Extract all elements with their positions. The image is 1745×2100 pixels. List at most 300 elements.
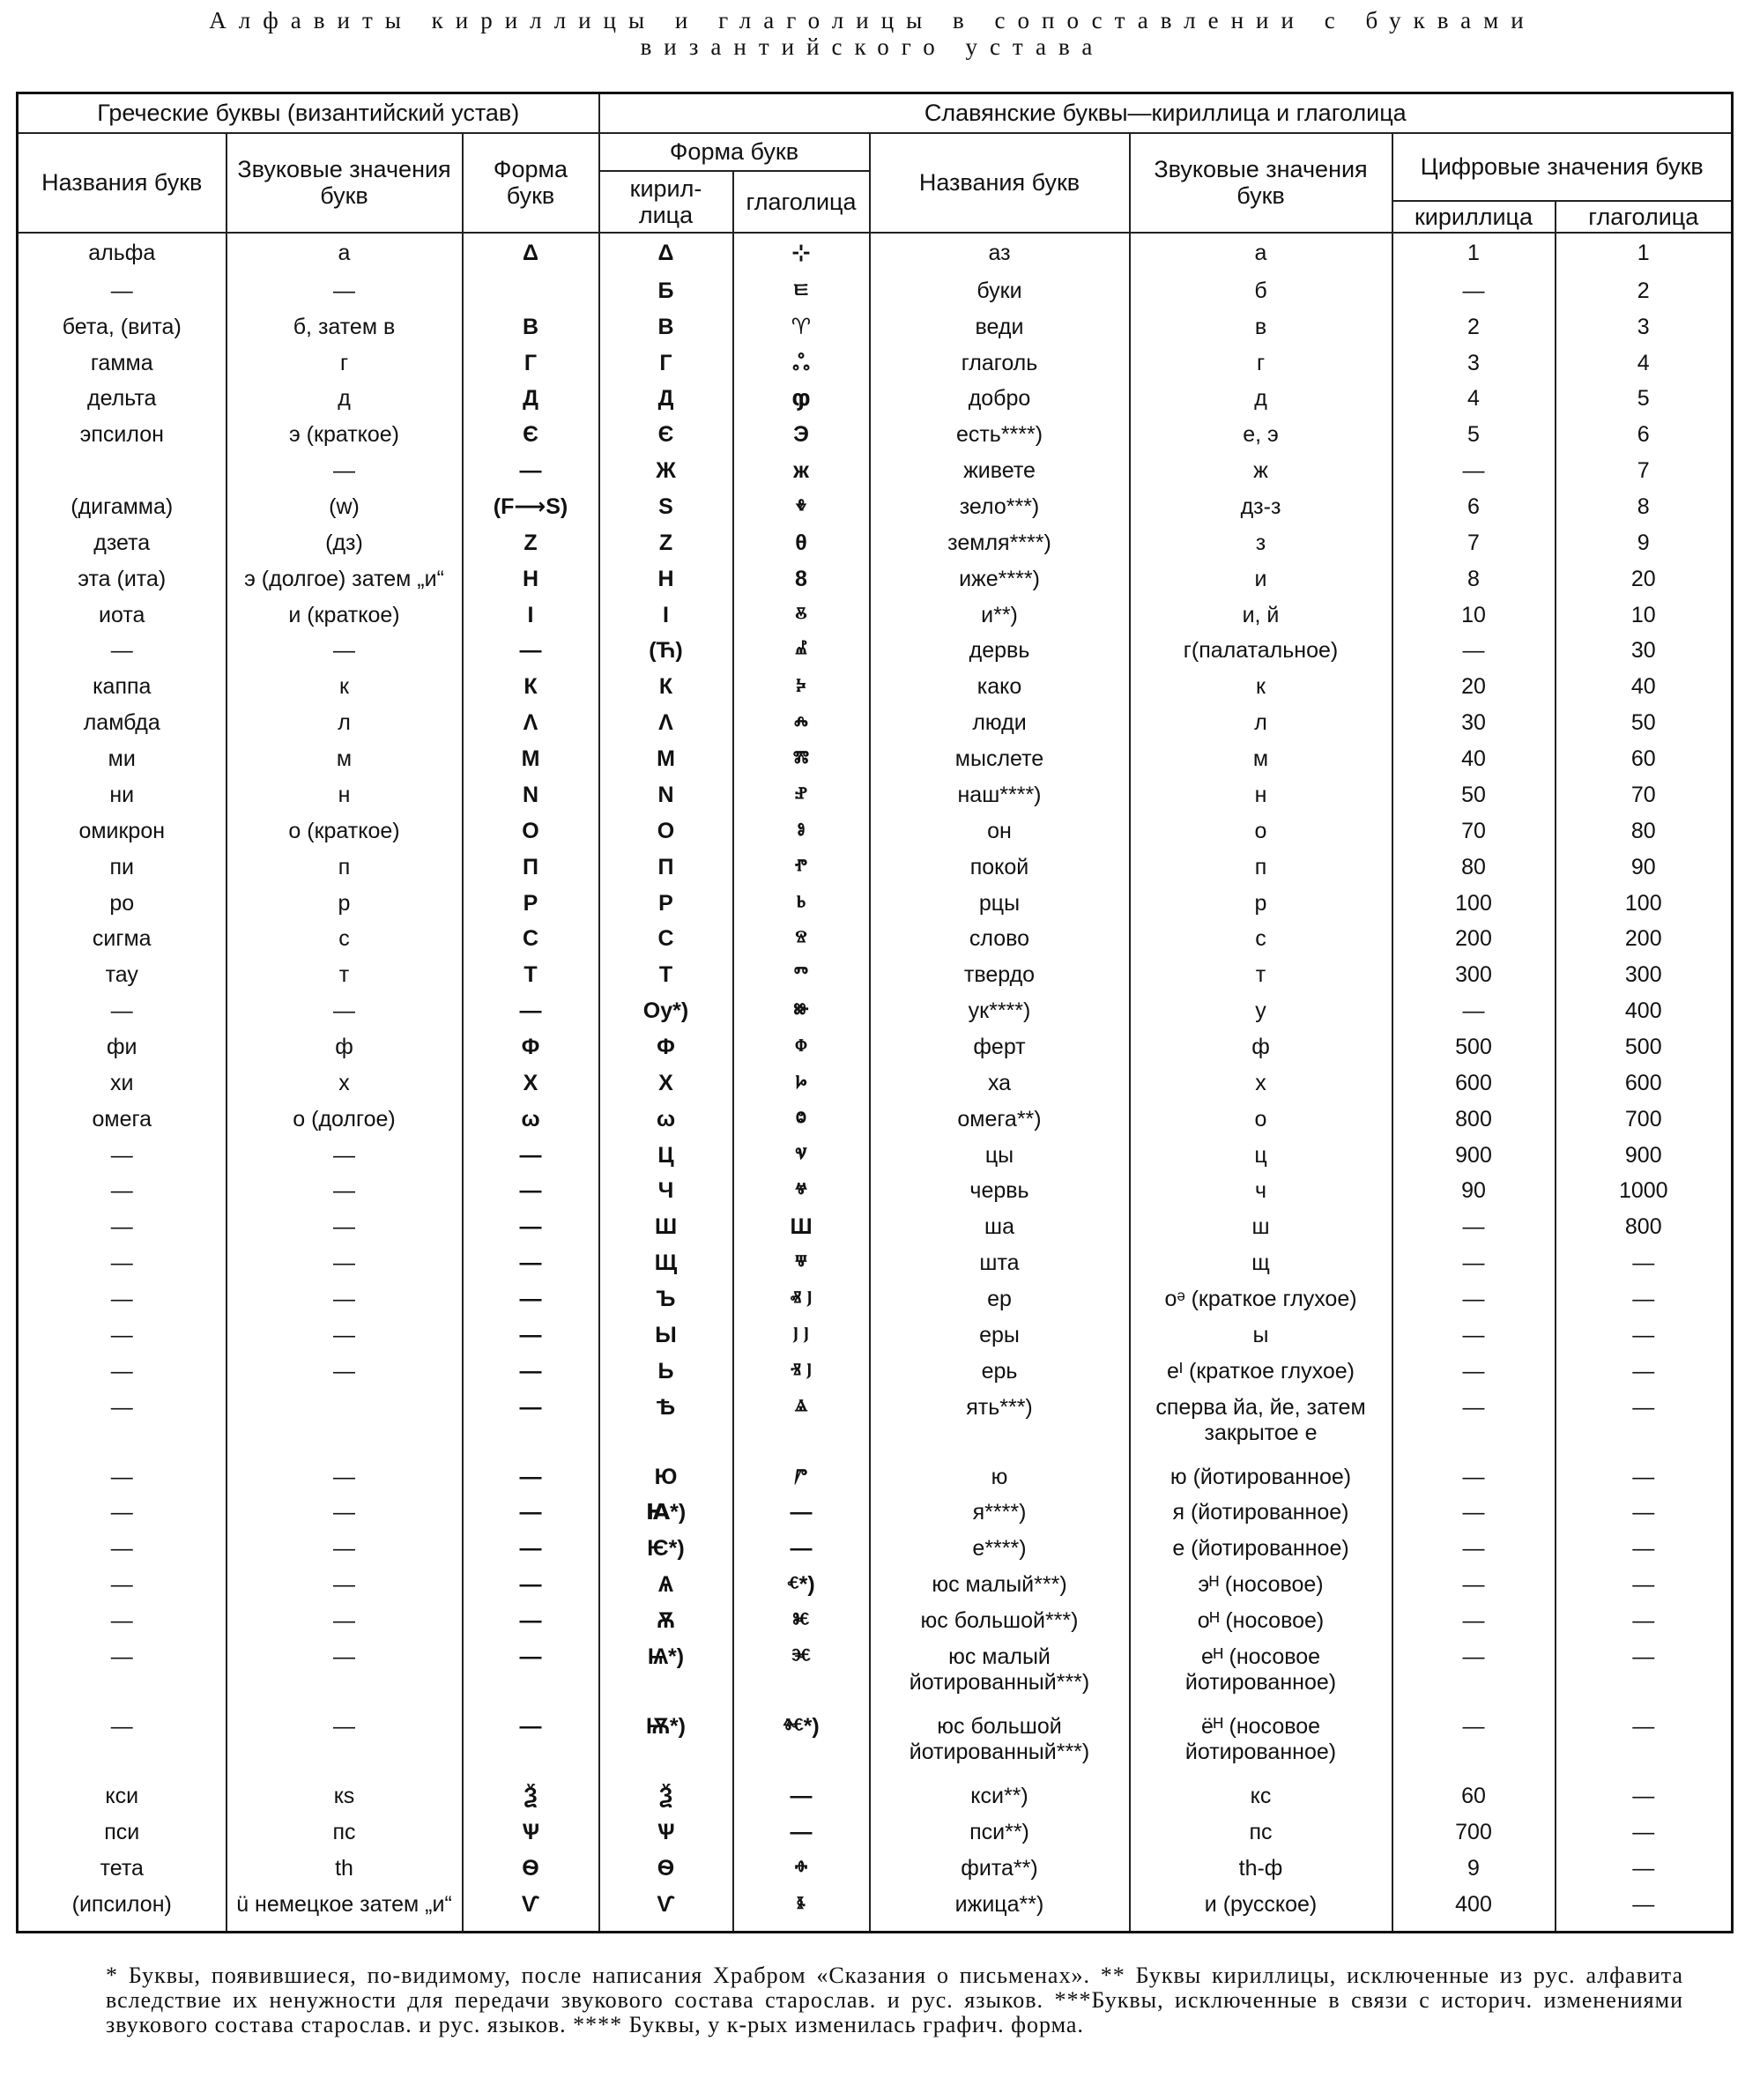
cyrillic-form-cell: Оу*) [599,998,733,1034]
slavic-name-cell: юс большой йотированный***) [870,1713,1130,1783]
glagolitic-form-cell: ⰾ [733,709,870,746]
glagolitic-form-cell: ჶ [733,385,870,421]
greek-form-cell: — [463,457,599,493]
slavic-sound-cell: и, й [1130,602,1392,638]
cyrillic-form-cell: Ѥ*) [599,1535,733,1571]
slavic-sound-cell: х [1130,1070,1392,1106]
num-cyrillic-cell: 7 [1392,530,1556,566]
num-glagolitic-cell: — [1556,1286,1733,1322]
num-cyrillic-cell: 300 [1392,961,1556,998]
greek-name-cell: (ипсилон) [18,1891,226,1933]
num-cyrillic-cell: 70 [1392,818,1556,854]
slavic-group-header: Славянские буквы—кириллица и глаголица [599,93,1733,133]
num-cyrillic-cell: 40 [1392,746,1556,782]
num-cyrillic-cell: 500 [1392,1034,1556,1070]
slavic-sound-cell: п [1130,854,1392,890]
cyrillic-form-cell: Ю [599,1464,733,1500]
table-row [18,1464,1733,1500]
num-glagolitic-cell: — [1556,1322,1733,1358]
greek-name-cell: пи [18,854,226,890]
cyrillic-form-cell: Ѳ [599,1855,733,1891]
table-row [18,1034,1733,1070]
greek-form-cell: Z [463,530,599,566]
table-row [18,1142,1733,1178]
slavic-sound-cell: о [1130,818,1392,854]
glagolitic-form-cell: ஃ [733,350,870,386]
num-glagolitic-cell: 50 [1556,709,1733,746]
num-cyrillic-cell: — [1392,1286,1556,1322]
glagolitic-form-cell: ⱈ [733,1070,870,1106]
glagolitic-form-cell: ⱀ [733,782,870,818]
greek-sound-cell: д [226,385,463,421]
slavic-name-cell: живете [870,457,1130,493]
cyrillic-form-cell: Ы [599,1322,733,1358]
num-glagolitic-cell: 20 [1556,566,1733,602]
glagolitic-form-cell: ⱆ [733,998,870,1034]
glagolitic-form-cell: ♈ [733,314,870,350]
greek-sound-cell: м [226,746,463,782]
num-glagolitic-cell: 4 [1556,350,1733,386]
greek-form-cell: — [463,1499,599,1535]
greek-form-cell: Н [463,566,599,602]
slavic-sound-cell: ю (йотированное) [1130,1464,1392,1500]
greek-name-cell: пси [18,1819,226,1855]
num-cyrillic-cell: 90 [1392,1177,1556,1213]
num-glagolitic-cell: 3 [1556,314,1733,350]
glagolitic-form-cell: ⱔ*) [733,1571,870,1607]
greek-sound-cell: (дз) [226,530,463,566]
slavic-sound-cell: сперва йа, йе, затем закрытое е [1130,1394,1392,1464]
table-row [18,890,1733,926]
slavic-sound-cell: н [1130,782,1392,818]
greek-sounds-header: Звуковые значения букв [226,133,463,233]
greek-form-cell: Ѱ [463,1819,599,1855]
glagolitic-form-cell: θ [733,530,870,566]
greek-sound-cell: ф [226,1034,463,1070]
table-row [18,385,1733,421]
num-glagolitic-cell: 6 [1556,421,1733,457]
slavic-name-cell: рцы [870,890,1130,926]
glagolitic-form-cell: ⱉ [733,1106,870,1142]
slavic-sound-cell: ц [1130,1142,1392,1178]
cyrillic-form-cell: К [599,673,733,709]
table-row [18,1322,1733,1358]
cyrillic-form-cell: Ζ [599,530,733,566]
num-glagolitic-cell: — [1556,1358,1733,1394]
num-glagolitic-cell: 5 [1556,385,1733,421]
cyrillic-form-cell: Щ [599,1250,733,1286]
greek-name-cell: — [18,1499,226,1535]
slavic-sound-cell: оᵊ (краткое глухое) [1130,1286,1392,1322]
cyrillic-form-cell: Ѣ [599,1394,733,1464]
greek-name-cell: ламбда [18,709,226,746]
greek-form-cell: — [463,1394,599,1464]
num-cyrillic-cell: 4 [1392,385,1556,421]
greek-form-cell: Р [463,890,599,926]
table-row [18,1713,1733,1783]
glagolitic-form-cell: ⱇ [733,1034,870,1070]
slavic-sound-cell: г(палатальное) [1130,637,1392,673]
greek-form-cell: ω [463,1106,599,1142]
slavic-name-cell: ерь [870,1358,1130,1394]
num-glagolitic-cell: 700 [1556,1106,1733,1142]
slavic-sound-cell: к [1130,673,1392,709]
num-cyrillic-cell: 8 [1392,566,1556,602]
num-cyrillic-cell: 80 [1392,854,1556,890]
greek-form-cell: С [463,925,599,961]
num-cyrillic-cell: — [1392,1213,1556,1250]
greek-form-cell: Λ [463,709,599,746]
greek-sound-cell: — [226,1358,463,1394]
num-cyrillic-cell: — [1392,1358,1556,1394]
cyrillic-form-cell: Ш [599,1213,733,1250]
greek-form-cell: Є [463,421,599,457]
greek-form-cell: — [463,1571,599,1607]
greek-sound-cell: с [226,925,463,961]
greek-form-cell: — [463,1286,599,1322]
num-cyrillic-cell: — [1392,457,1556,493]
greek-form-cell: Д [463,385,599,421]
cyrillic-form-cell: I [599,602,733,638]
glagolitic-form-cell: — [733,1819,870,1855]
greek-sound-cell: — [226,1713,463,1783]
cyr-form-header: кирил-лица [599,171,733,233]
greek-name-cell: сигма [18,925,226,961]
num-cyrillic-cell: 200 [1392,925,1556,961]
slavic-name-cell: глаголь [870,350,1130,386]
num-glagolitic-cell: — [1556,1713,1733,1783]
slavic-sound-cell: ы [1130,1322,1392,1358]
slavic-name-cell: зело***) [870,493,1130,530]
glagolitic-form-cell: ⊹ [733,233,870,278]
greek-name-cell: — [18,998,226,1034]
glagolitic-form-cell: — [733,1535,870,1571]
greek-form-cell: Т [463,961,599,998]
greek-name-cell: тета [18,1855,226,1891]
cyrillic-form-cell: В [599,314,733,350]
glagolitic-form-cell: ㅌ [733,278,870,314]
greek-form-cell: — [463,998,599,1034]
cyrillic-form-cell: Ч [599,1177,733,1213]
num-glagolitic-cell: — [1556,1783,1733,1819]
slavic-name-cell: цы [870,1142,1130,1178]
num-cyrillic-cell: — [1392,278,1556,314]
greek-form-cell: М [463,746,599,782]
num-glagolitic-cell: — [1556,1891,1733,1933]
num-cyrillic-cell: — [1392,1607,1556,1644]
num-glag-header: глаголица [1556,201,1733,233]
slavic-sound-cell: ёᴴ (носовое йотированное) [1130,1713,1392,1783]
greek-form-cell: Φ [463,1034,599,1070]
table-row [18,1819,1733,1855]
slavic-name-cell: буки [870,278,1130,314]
table-row [18,1607,1733,1644]
num-cyrillic-cell: — [1392,998,1556,1034]
slavic-sound-cell: щ [1130,1250,1392,1286]
num-cyrillic-cell: 400 [1392,1891,1556,1933]
table-row [18,457,1733,493]
num-glagolitic-cell: 400 [1556,998,1733,1034]
greek-name-cell: (дигамма) [18,493,226,530]
greek-name-cell [18,457,226,493]
glagolitic-form-cell: ⱍ [733,1177,870,1213]
table-row [18,637,1733,673]
glagolitic-form-cell: ⰿ [733,746,870,782]
greek-form-cell: — [463,1322,599,1358]
slav-form-header: Форма букв [599,133,870,171]
glagolitic-form-cell: ⱐ ⱜ [733,1358,870,1394]
slavic-name-cell: слово [870,925,1130,961]
slavic-name-cell: како [870,673,1130,709]
cyrillic-form-cell: Є [599,421,733,457]
num-cyrillic-cell: — [1392,1499,1556,1535]
glagolitic-form-cell: ж [733,457,870,493]
slavic-name-cell: он [870,818,1130,854]
greek-name-cell: альфа [18,233,226,278]
num-cyrillic-cell: 600 [1392,1070,1556,1106]
cyrillic-form-cell: Г [599,350,733,386]
num-glagolitic-cell: 100 [1556,890,1733,926]
greek-sound-cell: п [226,854,463,890]
alphabet-table [16,92,1734,1933]
greek-name-cell: ми [18,746,226,782]
num-cyrillic-cell: 2 [1392,314,1556,350]
num-glagolitic-cell: 900 [1556,1142,1733,1178]
glagolitic-form-cell: ⱚ [733,1855,870,1891]
cyrillic-form-cell: Ъ [599,1286,733,1322]
glagolitic-form-cell: ⱏ ⱜ [733,1286,870,1322]
table-row [18,1535,1733,1571]
num-cyrillic-cell: 10 [1392,602,1556,638]
cyrillic-form-cell: Р [599,890,733,926]
slavic-sound-cell: и [1130,566,1392,602]
greek-name-cell: ро [18,890,226,926]
greek-sound-cell: — [226,1607,463,1644]
table-row [18,278,1733,314]
num-glagolitic-cell: — [1556,1464,1733,1500]
greek-form-cell: — [463,1358,599,1394]
greek-name-cell: — [18,1644,226,1713]
slavic-name-cell: червь [870,1177,1130,1213]
table-row [18,854,1733,890]
greek-form-cell: — [463,1644,599,1713]
table-row [18,925,1733,961]
slavic-sound-cell: пс [1130,1819,1392,1855]
num-cyrillic-cell: 60 [1392,1783,1556,1819]
num-glagolitic-cell: 40 [1556,673,1733,709]
greek-name-cell: — [18,1213,226,1250]
num-glagolitic-cell: 60 [1556,746,1733,782]
cyrillic-form-cell: S [599,493,733,530]
glagolitic-form-cell: — [733,1499,870,1535]
cyrillic-form-cell: Ѯ [599,1783,733,1819]
greek-form-cell: Г [463,350,599,386]
greek-sound-cell: н [226,782,463,818]
glagolitic-form-cell: ⱂ [733,854,870,890]
slavic-sound-cell: д [1130,385,1392,421]
greek-form-cell: Ѯ [463,1783,599,1819]
cyrillic-form-cell: С [599,925,733,961]
cyrillic-form-cell: Ь [599,1358,733,1394]
greek-name-cell: фи [18,1034,226,1070]
num-glagolitic-cell: 600 [1556,1070,1733,1106]
num-glagolitic-cell: 300 [1556,961,1733,998]
greek-name-cell: — [18,1394,226,1464]
num-cyrillic-cell: — [1392,637,1556,673]
cyrillic-form-cell: Ѵ [599,1891,733,1933]
table-row [18,233,1733,278]
greek-name-cell: эпсилон [18,421,226,457]
greek-form-cell: — [463,1535,599,1571]
greek-name-cell: — [18,1286,226,1322]
slavic-name-cell: ять***) [870,1394,1130,1464]
greek-name-cell: эта (ита) [18,566,226,602]
table-row [18,566,1733,602]
num-glagolitic-cell: — [1556,1819,1733,1855]
greek-sound-cell: (w) [226,493,463,530]
greek-sound-cell: г [226,350,463,386]
cyrillic-form-cell: Ж [599,457,733,493]
greek-form-cell: — [463,1464,599,1500]
greek-sound-cell: т [226,961,463,998]
cyrillic-form-cell: Н [599,566,733,602]
slavic-sound-cell: th-ф [1130,1855,1392,1891]
num-glagolitic-cell: 7 [1556,457,1733,493]
slavic-name-cell: дервь [870,637,1130,673]
greek-form-cell: П [463,854,599,890]
cyrillic-form-cell: Ѱ [599,1819,733,1855]
glagolitic-form-cell: ⱌ [733,1142,870,1178]
table-row [18,350,1733,386]
greek-sound-cell: а [226,233,463,278]
table-row [18,1855,1733,1891]
cyrillic-form-cell: П [599,854,733,890]
glagolitic-form-cell: ⰻ [733,602,870,638]
glagolitic-form-cell: ⱄ [733,925,870,961]
greek-sound-cell: — [226,1250,463,1286]
table-row [18,1213,1733,1250]
num-glagolitic-cell: 200 [1556,925,1733,961]
greek-form-cell: — [463,1713,599,1783]
table-row [18,746,1733,782]
slavic-name-cell: мыслете [870,746,1130,782]
slavic-sound-cell: е (йотированное) [1130,1535,1392,1571]
num-glagolitic-cell: — [1556,1394,1733,1464]
glagolitic-form-cell: ⱜ ⱜ [733,1322,870,1358]
cyrillic-form-cell: N [599,782,733,818]
cyrillic-form-cell: О [599,818,733,854]
glagolitic-form-cell: ⱙ*) [733,1713,870,1783]
greek-name-cell: тау [18,961,226,998]
slavic-name-cell: ук****) [870,998,1130,1034]
table-row [18,493,1733,530]
slav-sounds-header: Звуковые значения букв [1130,133,1392,233]
greek-name-cell: — [18,1177,226,1213]
table-row [18,1499,1733,1535]
greek-sound-cell: — [226,1571,463,1607]
slavic-name-cell: люди [870,709,1130,746]
glagolitic-form-cell: ⱛ [733,1891,870,1933]
greek-form-cell: В [463,314,599,350]
cyrillic-form-cell: Д [599,385,733,421]
glagolitic-form-cell: ⱓ [733,1464,870,1500]
num-cyrillic-cell: 30 [1392,709,1556,746]
table-row [18,1070,1733,1106]
greek-form-cell: I [463,602,599,638]
cyrillic-form-cell: М [599,746,733,782]
table-row [18,782,1733,818]
glagolitic-form-cell: ⱅ [733,961,870,998]
greek-group-header: Греческие буквы (византийский устав) [18,93,599,133]
num-glagolitic-cell: 8 [1556,493,1733,530]
num-glagolitic-cell: 90 [1556,854,1733,890]
slavic-name-cell: ха [870,1070,1130,1106]
greek-sound-cell: — [226,1177,463,1213]
glagolitic-form-cell: ⱃ [733,890,870,926]
glagolitic-form-cell: ⱑ [733,1394,870,1464]
slavic-sound-cell: еᴵ (краткое глухое) [1130,1358,1392,1394]
greek-sound-cell: — [226,1644,463,1713]
num-cyrillic-cell: — [1392,1250,1556,1286]
num-cyrillic-cell: 700 [1392,1819,1556,1855]
table-row [18,998,1733,1034]
greek-name-cell: — [18,1322,226,1358]
slavic-name-cell: юс малый йотированный***) [870,1644,1130,1713]
slavic-name-cell: твердо [870,961,1130,998]
slavic-sound-cell: эᴴ (носовое) [1130,1571,1392,1607]
glagolitic-form-cell: ⰷ [733,493,870,530]
greek-form-cell: Ѵ [463,1891,599,1933]
num-glagolitic-cell: — [1556,1644,1733,1713]
greek-name-cell: омега [18,1106,226,1142]
slavic-name-cell: добро [870,385,1130,421]
greek-sound-cell: ü немецкое затем „и“ [226,1891,463,1933]
table-row [18,961,1733,998]
slavic-sound-cell: ж [1130,457,1392,493]
table-row [18,1177,1733,1213]
num-cyrillic-cell: — [1392,1394,1556,1464]
greek-name-cell: кси [18,1783,226,1819]
num-cyrillic-cell: 1 [1392,233,1556,278]
cyrillic-form-cell: Ѩ*) [599,1644,733,1713]
greek-name-cell: бета, (вита) [18,314,226,350]
num-glagolitic-cell: 1 [1556,233,1733,278]
table-row [18,530,1733,566]
cyrillic-form-cell: Ѭ*) [599,1713,733,1783]
table-row [18,1783,1733,1819]
slavic-name-cell: ша [870,1213,1130,1250]
num-glagolitic-cell: — [1556,1571,1733,1607]
num-glagolitic-cell: 70 [1556,782,1733,818]
cyrillic-form-cell: Б [599,278,733,314]
slav-names-header: Названия букв [870,133,1130,233]
glagolitic-form-cell: 8 [733,566,870,602]
num-cyrillic-cell: — [1392,1713,1556,1783]
greek-form-cell: О [463,818,599,854]
greek-name-cell: дзета [18,530,226,566]
num-cyrillic-cell: 5 [1392,421,1556,457]
num-cyrillic-cell: — [1392,1322,1556,1358]
greek-sound-cell: р [226,890,463,926]
greek-sound-cell: о (долгое) [226,1106,463,1142]
cyrillic-form-cell: Φ [599,1034,733,1070]
glagolitic-form-cell: ⰽ [733,673,870,709]
greek-sound-cell: — [226,1499,463,1535]
slavic-name-cell: еры [870,1322,1130,1358]
num-cyrillic-cell: 900 [1392,1142,1556,1178]
greek-sound-cell [226,1394,463,1464]
slavic-name-cell: ер [870,1286,1130,1322]
